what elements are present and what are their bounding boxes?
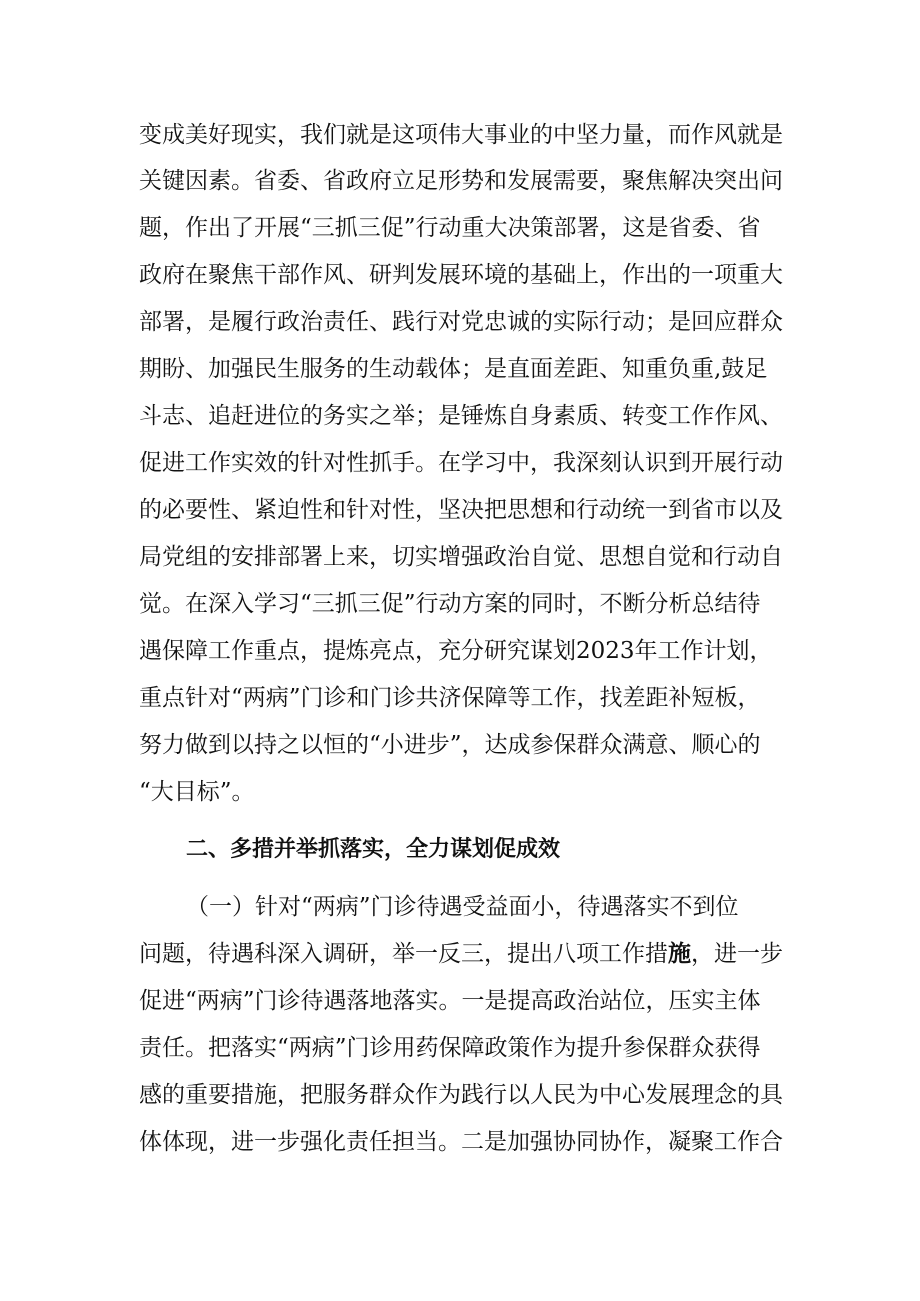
body-text-line: 的必要性、紧迫性和针对性，坚决把思想和行动统一到省市以及 [139, 497, 783, 523]
body-text-line: 部署，是履行政治责任、践行对党忠诚的实际行动；是回应群众 [139, 309, 783, 335]
body-text-line: 政府在聚焦干部作风、研判发展环境的基础上，作出的一项重大 [139, 262, 783, 288]
body-text-line: 责任。把落实“两病”门诊用药保障政策作为提升参保群众获得 [139, 1035, 761, 1061]
body-text-line: 斗志、追赶进位的务实之举；是锤炼自身素质、转变工作作风、 [139, 403, 783, 429]
section-heading: 二、多措并举抓落实，全力谋划促成效 [186, 837, 561, 862]
text-run: 问题，待遇科深入调研，举一反三，提出八项工作措 [139, 941, 668, 967]
body-text-line: 重点针对“两病”门诊和门诊共济保障等工作，找差距补短板， [139, 685, 761, 711]
body-text-line: 题，作出了开展“三抓三促”行动重大决策部署，这是省委、省 [139, 215, 761, 241]
body-text-line: 感的重要措施，把服务群众作为践行以人民为中心发展理念的具 [139, 1082, 783, 1108]
body-text-line: 觉。在深入学习“三抓三促”行动方案的同时，不断分析总结待 [139, 591, 761, 617]
body-text-line: “大目标”。 [139, 779, 255, 805]
body-text-line: 期盼、加强民生服务的生动载体；是直面差距、知重负重,鼓足 [139, 356, 768, 382]
body-text-line: 促进工作实效的针对性抓手。在学习中，我深刻认识到开展行动 [139, 450, 783, 476]
body-text-line: 努力做到以持之以恒的“小进步”，达成参保群众满意、顺心的 [139, 732, 761, 758]
body-text-line [139, 934, 799, 974]
text-run: ，进一步 [691, 941, 783, 967]
body-text-line: （一）针对“两病”门诊待遇受益面小，待遇落实不到位 [186, 894, 739, 920]
body-text-line: 促进“两病”门诊待遇落地落实。一是提高政治站位，压实主体 [139, 988, 761, 1014]
body-text-line: 体体现，进一步强化责任担当。二是加强协同协作，凝聚工作合 [139, 1129, 783, 1155]
body-text-line: 局党组的安排部署上来，切实增强政治自觉、思想自觉和行动自 [139, 544, 783, 570]
body-text-line: 变成美好现实，我们就是这项伟大事业的中坚力量，而作风就是 [139, 122, 783, 148]
body-text-line: 遇保障工作重点，提炼亮点，充分研究谋划2023年工作计划， [139, 638, 773, 664]
bold-text-run: 施 [668, 940, 691, 967]
body-text-line: 关键因素。省委、省政府立足形势和发展需要，聚焦解决突出问 [139, 168, 783, 194]
